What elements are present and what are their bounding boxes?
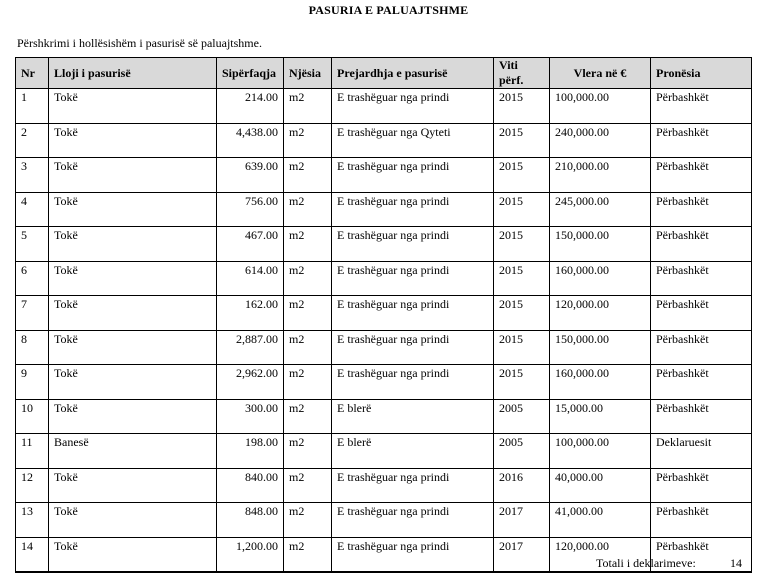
cell-nr: 8 bbox=[16, 330, 49, 365]
cell-unit: m2 bbox=[284, 434, 332, 469]
totals-count: 14 bbox=[730, 556, 742, 570]
document-title: PASURIA E PALUAJTSHME bbox=[308, 3, 469, 17]
cell-value: 41,000.00 bbox=[550, 503, 651, 538]
cell-value: 245,000.00 bbox=[550, 192, 651, 227]
cell-nr: 13 bbox=[16, 503, 49, 538]
table-body bbox=[16, 89, 752, 573]
cell-year: 2017 bbox=[494, 503, 550, 538]
table-row bbox=[16, 434, 752, 469]
cell-origin: E trashëguar nga prindi bbox=[332, 537, 494, 572]
cell-year: 2015 bbox=[494, 330, 550, 365]
cell-area: 214.00 bbox=[217, 89, 284, 124]
cell-year: 2015 bbox=[494, 192, 550, 227]
table-row bbox=[16, 503, 752, 538]
cell-nr: 2 bbox=[16, 123, 49, 158]
cell-value: 150,000.00 bbox=[550, 227, 651, 262]
table-row bbox=[16, 192, 752, 227]
cell-value: 120,000.00 bbox=[550, 537, 651, 572]
table-row bbox=[16, 227, 752, 262]
cell-ownership: Përbashkët bbox=[651, 261, 752, 296]
cell-nr: 5 bbox=[16, 227, 49, 262]
cell-area: 639.00 bbox=[217, 158, 284, 193]
cell-nr: 6 bbox=[16, 261, 49, 296]
cell-type: Tokë bbox=[49, 227, 217, 262]
cell-value: 40,000.00 bbox=[550, 468, 651, 503]
cell-ownership: Përbashkët bbox=[651, 365, 752, 400]
cell-area: 4,438.00 bbox=[217, 123, 284, 158]
cell-nr: 3 bbox=[16, 158, 49, 193]
cell-type: Tokë bbox=[49, 330, 217, 365]
cell-unit: m2 bbox=[284, 296, 332, 331]
column-header-nr: Nr bbox=[16, 58, 49, 89]
cell-origin: E trashëguar nga prindi bbox=[332, 261, 494, 296]
cell-origin: E blerë bbox=[332, 399, 494, 434]
cell-value: 15,000.00 bbox=[550, 399, 651, 434]
totals-line bbox=[596, 556, 742, 571]
cell-nr: 10 bbox=[16, 399, 49, 434]
cell-type: Tokë bbox=[49, 192, 217, 227]
totals-label: Totali i deklarimeve: bbox=[596, 556, 696, 570]
cell-year: 2016 bbox=[494, 468, 550, 503]
table-row bbox=[16, 123, 752, 158]
cell-origin: E trashëguar nga Qyteti bbox=[332, 123, 494, 158]
cell-ownership: Përbashkët bbox=[651, 330, 752, 365]
cell-year: 2015 bbox=[494, 89, 550, 124]
cell-area: 300.00 bbox=[217, 399, 284, 434]
column-header-area: Sipërfaqja bbox=[217, 58, 284, 89]
cell-ownership: Përbashkët bbox=[651, 468, 752, 503]
cell-origin: E trashëguar nga prindi bbox=[332, 365, 494, 400]
cell-year: 2015 bbox=[494, 296, 550, 331]
cell-year: 2015 bbox=[494, 365, 550, 400]
cell-type: Banesë bbox=[49, 434, 217, 469]
table-row bbox=[16, 399, 752, 434]
cell-area: 614.00 bbox=[217, 261, 284, 296]
table-row bbox=[16, 89, 752, 124]
cell-area: 198.00 bbox=[217, 434, 284, 469]
cell-type: Tokë bbox=[49, 123, 217, 158]
cell-origin: E trashëguar nga prindi bbox=[332, 330, 494, 365]
cell-ownership: Përbashkët bbox=[651, 89, 752, 124]
cell-ownership: Përbashkët bbox=[651, 227, 752, 262]
cell-value: 240,000.00 bbox=[550, 123, 651, 158]
cell-origin: E trashëguar nga prindi bbox=[332, 158, 494, 193]
cell-value: 150,000.00 bbox=[550, 330, 651, 365]
cell-value: 100,000.00 bbox=[550, 434, 651, 469]
cell-year: 2015 bbox=[494, 123, 550, 158]
table-row bbox=[16, 468, 752, 503]
cell-origin: E trashëguar nga prindi bbox=[332, 227, 494, 262]
property-table bbox=[15, 57, 752, 573]
cell-unit: m2 bbox=[284, 399, 332, 434]
cell-ownership: Përbashkët bbox=[651, 158, 752, 193]
cell-year: 2015 bbox=[494, 158, 550, 193]
cell-unit: m2 bbox=[284, 365, 332, 400]
column-header-year: Viti përf. bbox=[494, 58, 550, 89]
cell-year: 2005 bbox=[494, 399, 550, 434]
cell-nr: 4 bbox=[16, 192, 49, 227]
table-row bbox=[16, 330, 752, 365]
cell-unit: m2 bbox=[284, 89, 332, 124]
column-header-value: Vlera në € bbox=[550, 58, 651, 89]
cell-unit: m2 bbox=[284, 503, 332, 538]
cell-ownership: Deklaruesit bbox=[651, 434, 752, 469]
cell-year: 2015 bbox=[494, 227, 550, 262]
cell-area: 162.00 bbox=[217, 296, 284, 331]
cell-value: 160,000.00 bbox=[550, 365, 651, 400]
cell-ownership: Përbashkët bbox=[651, 503, 752, 538]
cell-ownership: Përbashkët bbox=[651, 192, 752, 227]
cell-unit: m2 bbox=[284, 123, 332, 158]
cell-unit: m2 bbox=[284, 330, 332, 365]
cell-type: Tokë bbox=[49, 503, 217, 538]
cell-unit: m2 bbox=[284, 468, 332, 503]
table-row bbox=[16, 158, 752, 193]
cell-nr: 7 bbox=[16, 296, 49, 331]
cell-nr: 1 bbox=[16, 89, 49, 124]
cell-value: 210,000.00 bbox=[550, 158, 651, 193]
cell-origin: E trashëguar nga prindi bbox=[332, 468, 494, 503]
column-header-origin: Prejardhja e pasurisë bbox=[332, 58, 494, 89]
cell-ownership: Përbashkët bbox=[651, 537, 752, 572]
cell-year: 2015 bbox=[494, 261, 550, 296]
cell-year: 2005 bbox=[494, 434, 550, 469]
cell-type: Tokë bbox=[49, 296, 217, 331]
cell-unit: m2 bbox=[284, 192, 332, 227]
cell-area: 848.00 bbox=[217, 503, 284, 538]
cell-area: 840.00 bbox=[217, 468, 284, 503]
document-subtitle: Përshkrimi i hollësishëm i pasurisë së paluajtshme. bbox=[17, 36, 262, 50]
cell-value: 100,000.00 bbox=[550, 89, 651, 124]
cell-nr: 11 bbox=[16, 434, 49, 469]
column-header-type: Lloji i pasurisë bbox=[49, 58, 217, 89]
cell-type: Tokë bbox=[49, 537, 217, 572]
cell-unit: m2 bbox=[284, 227, 332, 262]
cell-type: Tokë bbox=[49, 158, 217, 193]
cell-value: 120,000.00 bbox=[550, 296, 651, 331]
cell-nr: 12 bbox=[16, 468, 49, 503]
cell-unit: m2 bbox=[284, 537, 332, 572]
cell-area: 467.00 bbox=[217, 227, 284, 262]
cell-type: Tokë bbox=[49, 468, 217, 503]
cell-type: Tokë bbox=[49, 399, 217, 434]
table-row bbox=[16, 296, 752, 331]
cell-area: 2,962.00 bbox=[217, 365, 284, 400]
cell-origin: E blerë bbox=[332, 434, 494, 469]
table-header-row bbox=[16, 58, 752, 89]
cell-origin: E trashëguar nga prindi bbox=[332, 503, 494, 538]
cell-type: Tokë bbox=[49, 365, 217, 400]
cell-origin: E trashëguar nga prindi bbox=[332, 89, 494, 124]
cell-ownership: Përbashkët bbox=[651, 296, 752, 331]
table-row bbox=[16, 365, 752, 400]
cell-area: 756.00 bbox=[217, 192, 284, 227]
cell-type: Tokë bbox=[49, 89, 217, 124]
cell-unit: m2 bbox=[284, 158, 332, 193]
cell-origin: E trashëguar nga prindi bbox=[332, 192, 494, 227]
cell-nr: 14 bbox=[16, 537, 49, 572]
cell-ownership: Përbashkët bbox=[651, 123, 752, 158]
cell-area: 1,200.00 bbox=[217, 537, 284, 572]
column-header-ownership: Pronësia bbox=[651, 58, 752, 89]
cell-area: 2,887.00 bbox=[217, 330, 284, 365]
cell-type: Tokë bbox=[49, 261, 217, 296]
cell-value: 160,000.00 bbox=[550, 261, 651, 296]
cell-ownership: Përbashkët bbox=[651, 399, 752, 434]
cell-year: 2017 bbox=[494, 537, 550, 572]
cell-origin: E trashëguar nga prindi bbox=[332, 296, 494, 331]
column-header-unit: Njësia bbox=[284, 58, 332, 89]
cell-unit: m2 bbox=[284, 261, 332, 296]
cell-nr: 9 bbox=[16, 365, 49, 400]
table-row bbox=[16, 261, 752, 296]
